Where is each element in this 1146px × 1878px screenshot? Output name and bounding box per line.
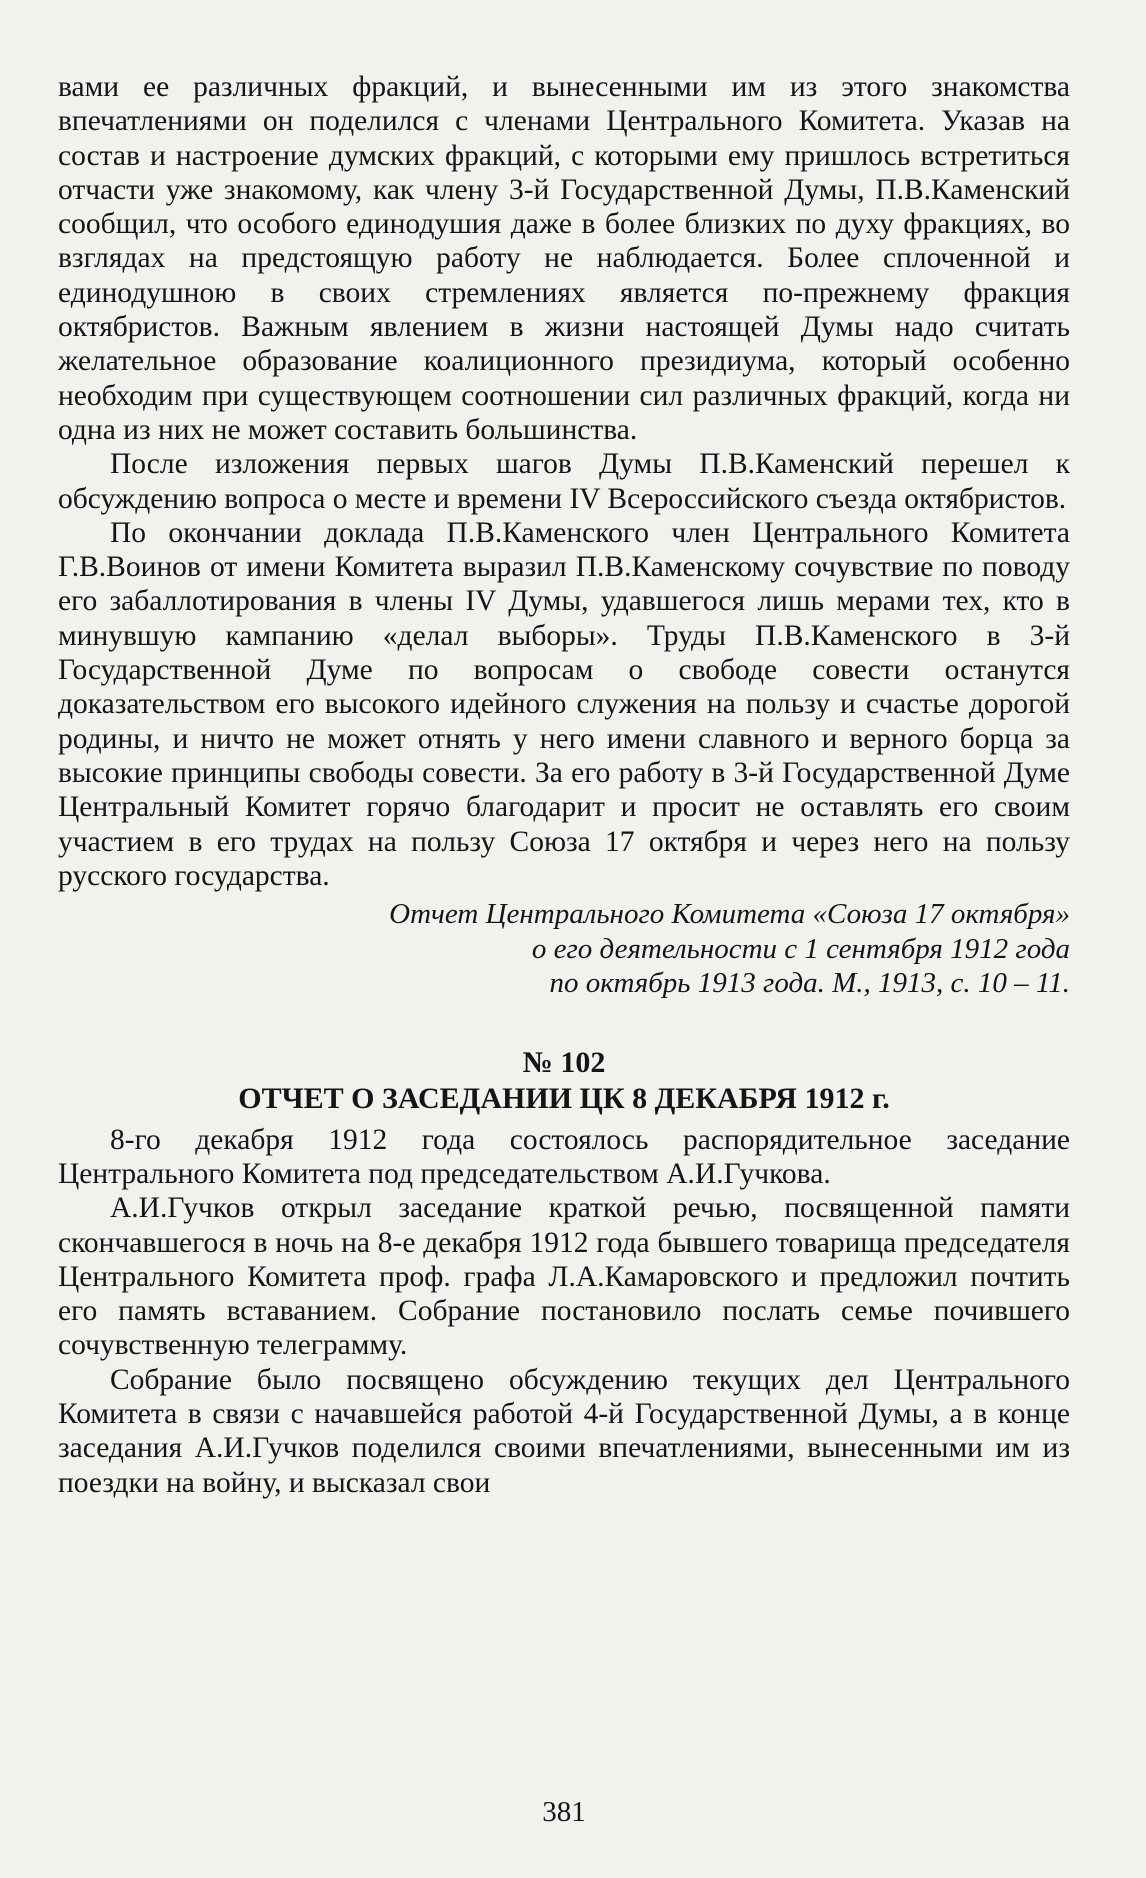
- paragraph: По окончании доклада П.В.Каменского член Центрального Комитета Г.В.Воинов от имени Комитета выразил П.В.Каменскому сочувствие по поводу его забаллотирования в члены IV Думы, удавшегося лишь мерами тех, кто в минувшую кампанию «делал выборы». Труды П.В.Каменского в 3-й Государственной Думе по вопросам о свободе совести останутся доказательством его высокого идейного служения на пользу и счастье дорогой родины, и ничто не может отнять у него имени славного и верного борца за высокие принципы свободы совести. За его работу в 3-й Государственной Думе Центральный Комитет горячо благодарит и просит не оставлять его своим участием в его трудах на пользу Союза 17 октября и через него на пользу русского государства.: [58, 516, 1070, 892]
- document-text: [58, 1123, 1070, 1500]
- paragraph: А.И.Гучков открыл заседание краткой речью, посвященной памяти скончавшегося в ночь на 8-е декабря 1912 года бывшего товарища председателя Центрального Комитета проф. графа Л.А.Камаровского и предложил почтить его память вставанием. Собрание постановило послать семье почившего сочувственную телеграмму.: [58, 1192, 1070, 1362]
- source-line: о его деятельности с 1 сентября 1912 года: [531, 932, 1070, 965]
- source-citation: [288, 897, 1070, 1001]
- paragraph: 8-го декабря 1912 года состоялось распорядительное заседание Центрального Комитета под председательством А.И.Гучкова.: [58, 1123, 1070, 1190]
- paragraph: После изложения первых шагов Думы П.В.Каменский перешел к обсуждению вопроса о месте и времени IV Всероссийского съезда октябристов.: [58, 448, 1070, 515]
- book-page: [58, 70, 1070, 1860]
- page-number: 381: [542, 1796, 586, 1828]
- paragraph: вами ее различных фракций, и вынесенными им из этого знакомства впечатлениями он поделился с членами Центрального Комитета. Указав на состав и настроение думских фракций, с которыми ему пришлось встретиться отчасти уже знакомому, как члену 3-й Государственной Думы, П.В.Каменский сообщил, что особого единодушия даже в более близких по духу фракциях, во взглядах на предстоящую работу не наблюдается. Более сплоченной и единодушною в своих стремлениях является по-прежнему фракция октябристов. Важным явлением в жизни настоящей Думы надо считать желательное образование коалиционного президиума, который особенно необходим при существующем соотношении сил различных фракций, когда ни одна из них не может составить большинства.: [58, 71, 1070, 446]
- document-number: № 102: [522, 1045, 606, 1079]
- source-line: по октябрь 1913 года. М., 1913, с. 10 – 11.: [549, 967, 1070, 1000]
- paragraph: Собрание было посвящено обсуждению текущих дел Центрального Комитета в связи с начавшейся работой 4-й Государственной Думы, а в конце заседания А.И.Гучков поделился своими впечатлениями, вынесенными им из поездки на войну, и высказал свои: [58, 1363, 1070, 1499]
- document-title: ОТЧЕТ О ЗАСЕДАНИИ ЦК 8 ДЕКАБРЯ 1912 г.: [238, 1081, 890, 1115]
- continued-report-text: [58, 70, 1070, 893]
- source-line: Отчет Центрального Комитета «Союза 17 октября»: [389, 898, 1070, 931]
